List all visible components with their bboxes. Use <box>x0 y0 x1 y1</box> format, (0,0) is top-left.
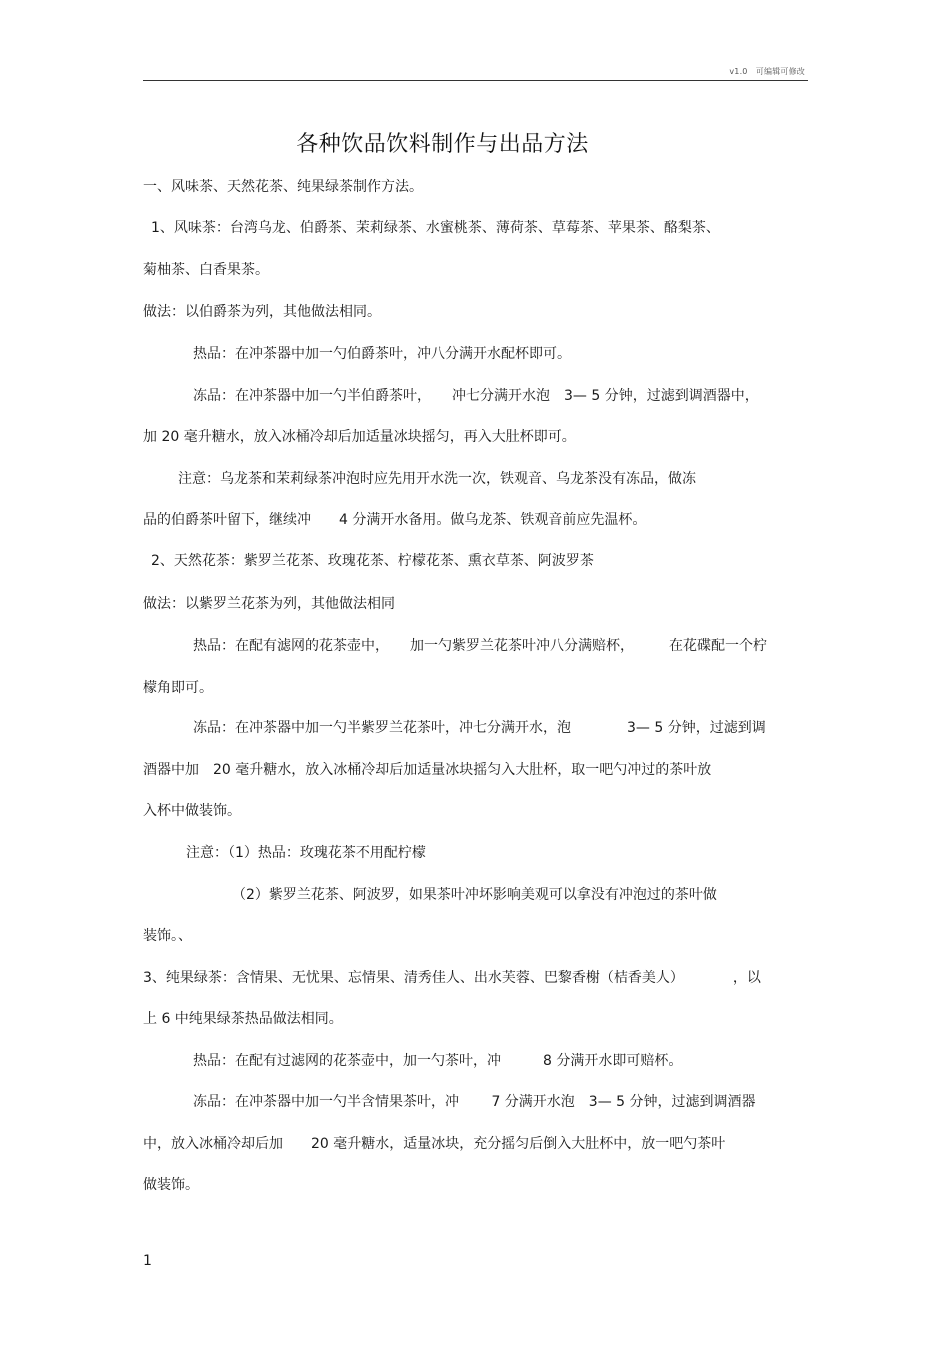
paragraph-line: 做法：以伯爵茶为列，其他做法相同。 <box>143 304 381 320</box>
section-heading-1: 一、风味茶、天然花茶、纯果绿茶制作方法。 <box>143 179 423 195</box>
paragraph-line: 冻品：在冲茶器中加一勺半伯爵茶叶， 冲七分满开水泡 3— 5 分钟，过滤到调酒器中， <box>193 388 759 404</box>
paragraph-line: 檬角即可。 <box>143 680 213 696</box>
paragraph-line: 3、纯果绿茶：含情果、无忧果、忘情果、清秀佳人、出水芙蓉、巴黎香榭（桔香美人） ，以 <box>143 970 761 986</box>
paragraph-line: 2、天然花茶：紫罗兰花茶、玫瑰花茶、柠檬花茶、熏衣草茶、阿波罗茶 <box>151 553 594 569</box>
header-rule <box>143 80 808 81</box>
paragraph-line: 中，放入冰桶冷却后加 20 毫升糖水，适量冰块，充分摇匀后倒入大肚杯中，放一吧勺茶叶 <box>143 1136 726 1152</box>
paragraph-line: （2）紫罗兰花茶、阿波罗，如果茶叶冲坏影响美观可以拿没有冲泡过的茶叶做 <box>232 887 717 903</box>
paragraph-line: 品的伯爵茶叶留下，继续冲 4 分满开水备用。做乌龙茶、铁观音前应先温杯。 <box>143 512 647 528</box>
paragraph-line: 注意：（1）热品：玫瑰花茶不用配柠檬 <box>186 845 426 861</box>
paragraph-line: 做法：以紫罗兰花茶为列，其他做法相同 <box>143 596 395 612</box>
paragraph-line: 酒器中加 20 毫升糖水，放入冰桶冷却后加适量冰块摇匀入大肚杯，取一吧勺冲过的茶叶放 <box>143 762 712 778</box>
paragraph-line: 1、风味茶：台湾乌龙、伯爵茶、茉莉绿茶、水蜜桃茶、薄荷茶、草莓茶、苹果茶、酪梨茶、 <box>151 220 720 236</box>
paragraph-line: 装饰。、 <box>143 928 192 944</box>
paragraph-line: 加 20 毫升糖水，放入冰桶冷却后加适量冰块摇匀，再入大肚杯即可。 <box>143 429 576 445</box>
page-number: 1 <box>143 1253 152 1269</box>
paragraph-line: 上 6 中纯果绿茶热品做法相同。 <box>143 1011 343 1027</box>
paragraph-line: 热品：在配有过滤网的花茶壶中，加一勺茶叶，冲 8 分满开水即可赔杯。 <box>193 1053 683 1069</box>
paragraph-line: 冻品：在冲茶器中加一勺半紫罗兰花茶叶，冲七分满开水，泡 3— 5 分钟，过滤到调 <box>193 720 766 736</box>
paragraph-line: 注意：乌龙茶和茉莉绿茶冲泡时应先用开水洗一次，铁观音、乌龙茶没有冻品，做冻 <box>178 471 696 487</box>
paragraph-line: 做装饰。 <box>143 1177 199 1193</box>
paragraph-line: 菊柚茶、白香果茶。 <box>143 262 269 278</box>
paragraph-line: 热品：在冲茶器中加一勺伯爵茶叶，冲八分满开水配杯即可。 <box>193 346 571 362</box>
document-title: 各种饮品饮料制作与出品方法 <box>296 132 589 157</box>
paragraph-line: 冻品：在冲茶器中加一勺半含情果茶叶，冲 7 分满开水泡 3— 5 分钟，过滤到调酒器 <box>193 1094 756 1110</box>
paragraph-line: 热品：在配有滤网的花茶壶中， 加一勺紫罗兰花茶叶冲八分满赔杯， 在花碟配一个柠 <box>193 638 767 654</box>
header-version-note: v1.0 可编辑可修改 <box>729 67 805 76</box>
paragraph-line: 入杯中做装饰。 <box>143 803 241 819</box>
